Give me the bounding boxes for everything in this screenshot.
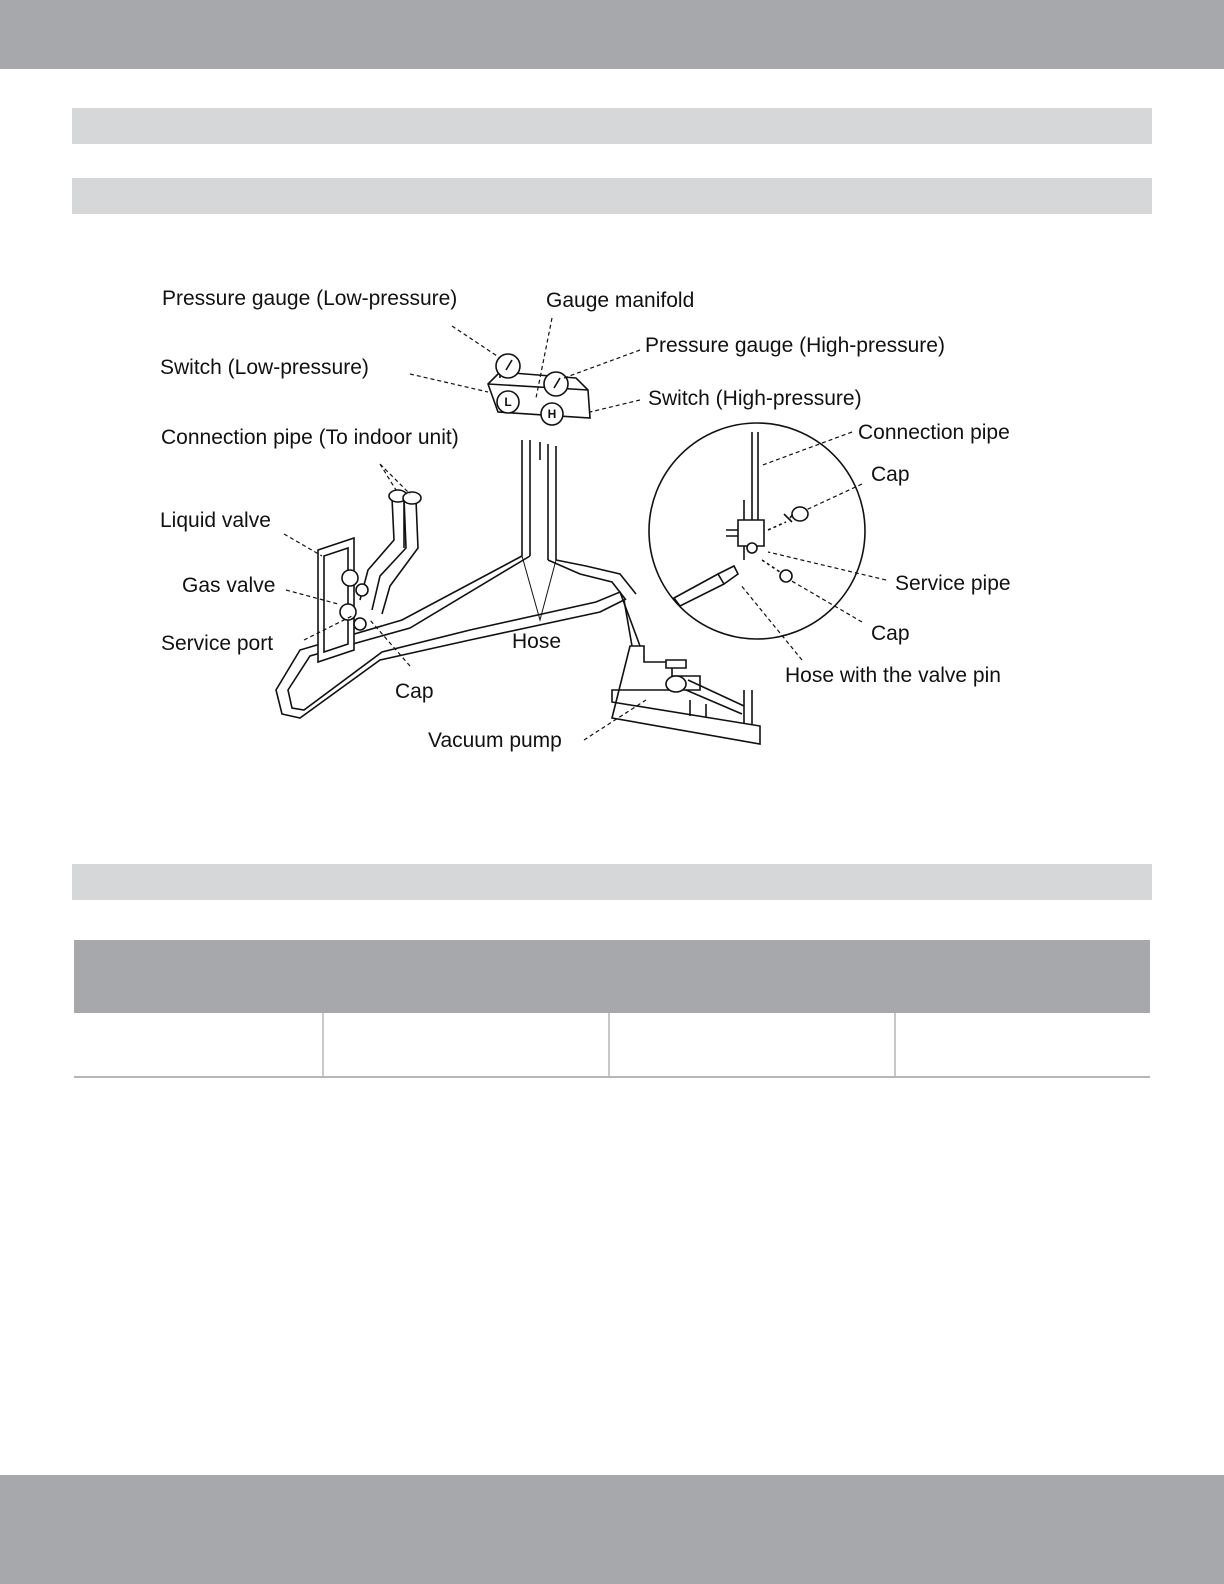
label-service-pipe: Service pipe [895,572,1011,595]
label-cap-top: Cap [871,463,910,486]
label-switch-low: Switch (Low-pressure) [160,356,369,379]
table-row [74,1013,1150,1078]
section-heading-bar-3 [72,864,1152,900]
table-cell [74,1013,324,1076]
label-service-port: Service port [161,632,274,655]
connection-pipe-end-2 [403,492,421,504]
label-hose: Hose [512,630,562,653]
valve-assembly [318,490,421,662]
label-gas-valve: Gas valve [182,574,276,597]
vacuum-pump-icon [612,646,760,744]
label-vacuum-pump: Vacuum pump [428,729,562,752]
label-gauge-manifold: Gauge manifold [546,289,695,312]
label-hose-valve-pin: Hose with the valve pin [785,664,1001,687]
service-port-icon [356,584,368,596]
hose-valve-pin-icon [674,574,724,606]
label-pressure-gauge-high: Pressure gauge (High-pressure) [645,334,945,357]
label-connection-pipe-indoor: Connection pipe (To indoor unit) [161,426,459,449]
gauge-letter-high: H [547,407,557,421]
table-cell [324,1013,610,1076]
label-cap-bottom-right: Cap [871,622,910,645]
label-liquid-valve: Liquid valve [160,509,271,532]
detail-circle [649,423,865,639]
detail-cap-bottom-icon [780,570,792,582]
table-cell [610,1013,896,1076]
label-pressure-gauge-low: Pressure gauge (Low-pressure) [162,287,458,310]
detail-cap-top-icon [792,507,808,521]
liquid-valve-icon [342,570,358,586]
data-table [74,940,1150,1078]
label-cap-bottom: Cap [395,680,434,703]
gauge-letter-low: L [504,395,512,409]
table-header [74,940,1150,1013]
label-connection-pipe: Connection pipe [858,421,1010,444]
footer-bar [0,1475,1224,1584]
table-cell [896,1013,1150,1076]
label-switch-high: Switch (High-pressure) [648,387,862,410]
gauge-manifold [488,354,590,560]
